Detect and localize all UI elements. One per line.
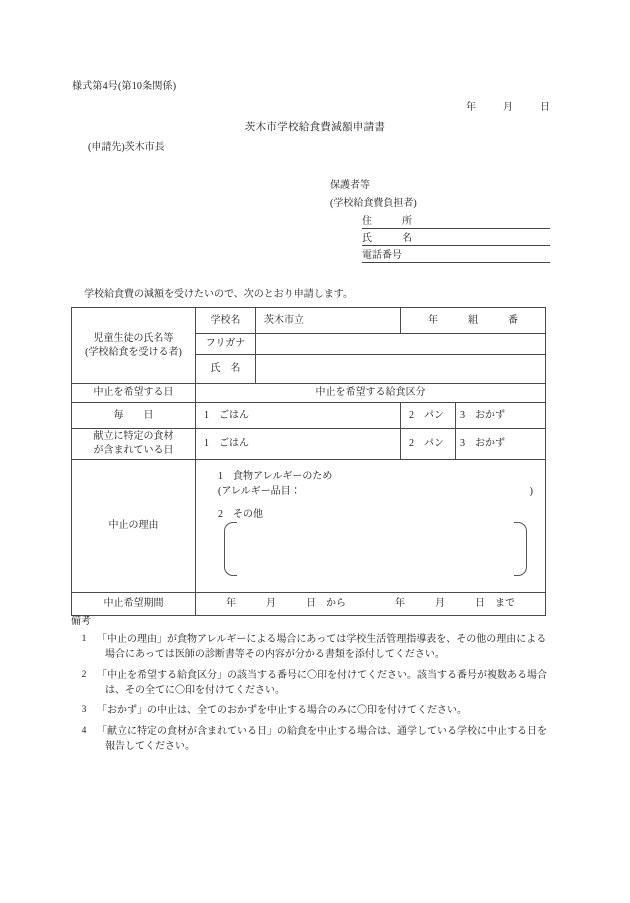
reason-label: 中止の理由 bbox=[72, 460, 196, 593]
date-month-label: 月 bbox=[503, 102, 513, 113]
everyday-option-rice[interactable]: 1 ごはん bbox=[196, 403, 401, 429]
left-bracket-icon bbox=[224, 522, 237, 576]
period-from[interactable]: 年 月 日 から bbox=[226, 598, 346, 609]
school-name-input[interactable]: 茨木市立 bbox=[256, 308, 401, 334]
remark-number-2: 2 bbox=[81, 669, 87, 680]
specific-option-side[interactable]: 3 おかず bbox=[456, 429, 546, 460]
reason-cell bbox=[196, 460, 546, 593]
remarks-title: 備考 bbox=[71, 616, 91, 627]
guardian-name-label: 氏 名 bbox=[362, 233, 412, 244]
date-year-label: 年 bbox=[466, 102, 476, 113]
table-row-reason bbox=[72, 460, 546, 593]
period-to[interactable]: 年 月 日 まで bbox=[395, 598, 515, 609]
remark-text-3 bbox=[97, 703, 563, 718]
form-code: 様式第4号(第10条関係) bbox=[72, 81, 177, 92]
category-header: 中止を希望する給食区分 bbox=[196, 384, 546, 403]
guardian-block bbox=[330, 176, 550, 263]
allergy-items-close-paren: ) bbox=[529, 485, 533, 497]
remark-text-4 bbox=[97, 724, 563, 754]
addressee: (申請先)茨木市長 bbox=[88, 142, 165, 153]
remark-1-line1: 「中止の理由」が食物アレルギーによる場合にあっては学校生活管理指導表を、その他の理由による bbox=[97, 634, 547, 645]
student-label-line2: (学校給食を受ける者) bbox=[85, 346, 182, 358]
everyday-label: 毎 日 bbox=[72, 403, 196, 429]
stop-date-header: 中止を希望する日 bbox=[72, 384, 196, 403]
date-day-label: 日 bbox=[540, 102, 550, 113]
allergy-items-label: (アレルギー品目： bbox=[218, 485, 301, 497]
guardian-subheading: (学校給食費負担者) bbox=[330, 198, 417, 209]
remark-item-2 bbox=[71, 668, 563, 698]
everyday-option-bread[interactable]: 2 パン bbox=[401, 403, 456, 429]
remark-2-line1: 「中止を希望する給食区分」の該当する番号に〇印を付けてください。該当する番号が複数ある場合 bbox=[97, 669, 547, 681]
remark-2-line2: は、その全てに〇印を付けてください。 bbox=[105, 684, 285, 696]
reason-option-other[interactable]: 2 その他 bbox=[218, 508, 263, 520]
everyday-option-side[interactable]: 3 おかず bbox=[456, 403, 546, 429]
remark-4-line1: 「献立に特定の食材が含まれている日」の給食を中止する場合は、通学している学校に中止する日を bbox=[97, 725, 547, 737]
table-row-specific-ingredient bbox=[72, 429, 546, 460]
lead-sentence: 学校給食費の減額を受けたいので、次のとおり申請します。 bbox=[84, 289, 353, 300]
remark-text-1 bbox=[97, 632, 563, 662]
student-name-label: 氏 名 bbox=[196, 355, 256, 384]
guardian-name-field[interactable] bbox=[362, 229, 550, 246]
remark-4-line2: 報告してください。 bbox=[105, 740, 195, 752]
student-label-line1: 児童生徒の氏名等 bbox=[93, 332, 174, 344]
remark-number-1: 1 bbox=[81, 634, 87, 644]
guardian-address-field[interactable] bbox=[362, 212, 550, 229]
period-label: 中止希望期間 bbox=[72, 593, 196, 616]
allergy-items-field[interactable] bbox=[196, 485, 545, 499]
remarks-section bbox=[71, 612, 563, 759]
reason-body bbox=[196, 460, 545, 592]
page-title: 茨木市学校給食費減額申請書 bbox=[244, 122, 386, 133]
guardian-address-label: 住 所 bbox=[362, 216, 412, 227]
table-row-school bbox=[72, 308, 546, 334]
furigana-label: フリガナ bbox=[196, 334, 256, 355]
guardian-heading: 保護者等 bbox=[330, 180, 370, 191]
school-name-label: 学校名 bbox=[196, 308, 256, 334]
furigana-input[interactable] bbox=[256, 334, 546, 355]
remark-number-3: 3 bbox=[81, 705, 87, 715]
remark-text-2 bbox=[97, 668, 563, 698]
table-row-category-header bbox=[72, 384, 546, 403]
student-label-cell bbox=[72, 308, 196, 384]
reason-free-text-area[interactable] bbox=[224, 522, 527, 576]
date-line bbox=[466, 98, 550, 113]
specific-ingredient-label bbox=[72, 429, 196, 460]
guardian-phone-field[interactable] bbox=[362, 246, 550, 263]
right-bracket-icon bbox=[514, 522, 527, 576]
specific-option-rice[interactable]: 1 ごはん bbox=[196, 429, 401, 460]
remark-3-line1: 「おかず」の中止は、全てのおかずを中止する場合のみに〇印を付けてください。 bbox=[97, 705, 467, 716]
specific-ingredient-line1: 献立に特定の食材 bbox=[93, 431, 174, 442]
guardian-phone-label: 電話番号 bbox=[362, 250, 402, 261]
student-name-input[interactable] bbox=[256, 355, 546, 384]
specific-option-bread[interactable]: 2 パン bbox=[401, 429, 456, 460]
remark-1-line2: 場合にあっては医師の診断書等その内容が分かる書類を添付してください。 bbox=[105, 649, 445, 660]
application-table bbox=[71, 307, 546, 616]
grade-class-number-cell[interactable]: 年 組 番 bbox=[401, 308, 546, 334]
remark-item-1 bbox=[71, 632, 563, 662]
table-row-everyday bbox=[72, 403, 546, 429]
remark-number-4: 4 bbox=[81, 725, 87, 736]
specific-ingredient-line2: が含まれている日 bbox=[93, 445, 174, 456]
reason-option-allergy[interactable]: 1 食物アレルギーのため bbox=[218, 471, 333, 482]
remark-item-3 bbox=[71, 703, 563, 718]
remark-item-4 bbox=[71, 724, 563, 754]
